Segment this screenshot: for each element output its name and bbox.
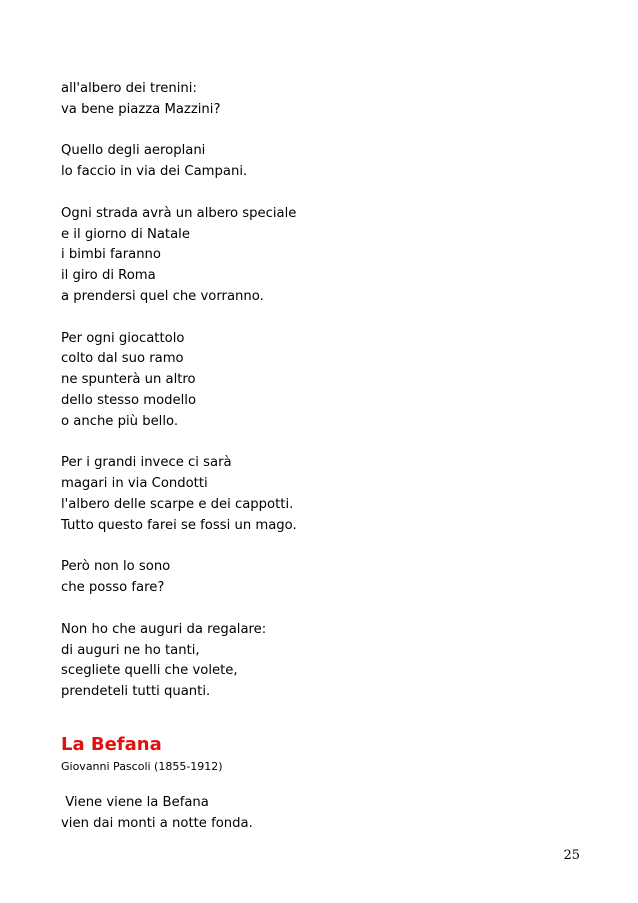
poem-line: ne spunterà un altro [61, 372, 196, 388]
poem-line: di auguri ne ho tanti, [61, 642, 200, 658]
poem-line: dello stesso modello [61, 392, 197, 408]
poem-line: Però non lo sono [61, 559, 171, 575]
poem-author: Giovanni Pascoli (1855-1912) [61, 760, 223, 773]
poem-line: Quello degli aeroplani [61, 143, 206, 159]
poem-line: i bimbi faranno [61, 247, 161, 263]
stanza-gap [61, 599, 581, 620]
poem-line: e il giorno di Natale [61, 226, 190, 242]
poem-line: scegliete quelli che volete, [61, 663, 238, 679]
next-poem-body [61, 793, 581, 835]
poem-line: colto dal suo ramo [61, 351, 184, 367]
poem-line: Viene viene la Befana [61, 795, 209, 810]
poem-line: all'albero dei trenini: [61, 81, 197, 96]
poem-line: il giro di Roma [61, 268, 156, 284]
poem-line: che posso fare? [61, 580, 165, 596]
poem-line: prendeteli tutti quanti. [61, 684, 211, 700]
stanza-gap [61, 183, 581, 204]
page-number: 25 [563, 848, 580, 863]
poem-line: Per ogni giocattolo [61, 330, 185, 346]
poem-title: La Befana [61, 734, 162, 755]
poem-line: Per i grandi invece ci sarà [61, 455, 232, 471]
stanza-gap [61, 308, 581, 329]
poem-body [61, 79, 581, 703]
poem-line: Tutto questo farei se fossi un mago. [61, 517, 297, 533]
poem-line: o anche più bello. [61, 413, 179, 429]
poem-line: Non ho che auguri da regalare: [61, 621, 267, 637]
poem-line: va bene piazza Mazzini? [61, 101, 221, 117]
poem-line: a prendersi quel che vorranno. [61, 288, 264, 304]
poem-line: magari in via Condotti [61, 476, 208, 492]
poem-line: l'albero delle scarpe e dei cappotti. [61, 496, 294, 512]
stanza-gap [61, 433, 581, 454]
poem-line: vien dai monti a notte fonda. [61, 815, 253, 831]
stanza-gap [61, 121, 581, 142]
poem-line: Ogni strada avrà un albero speciale [61, 205, 297, 221]
poem-line: lo faccio in via dei Campani. [61, 164, 248, 180]
stanza-gap [61, 537, 581, 558]
